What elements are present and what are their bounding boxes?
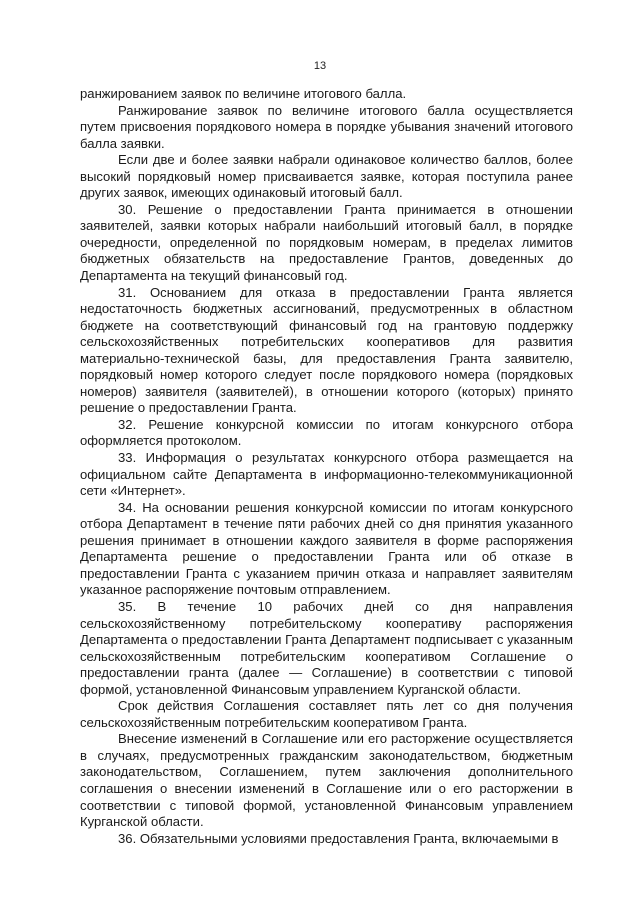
paragraph: Если две и более заявки набрали одинаковое количество баллов, более высокий порядковый номер присваивается заявке, которая поступила ранее других заявок, имеющих одинаковый итоговый балл. [80, 152, 573, 201]
paragraph: 36. Обязательными условиями предоставления Гранта, включаемыми в [118, 830, 559, 846]
paragraph: 30. Решение о предоставлении Гранта принимается в отношении заявителей, заявки которых набрали наибольший итоговый балл, в порядке очередности, определенной по порядковым номерам, в пределах лимитов бюджетных обязательств на предоставление Грантов, доведенных до Департамента на текущий финансовый год. [80, 201, 573, 284]
paragraph: Ранжирование заявок по величине итогового балла осуществляется путем присвоения порядкового номера в порядке убывания значений итогового балла заявки. [80, 102, 573, 151]
paragraph: 33. Информация о результатах конкурсного отбора размещается на официальном сайте Департамента в информационно-телекоммуникационной сети «Интернет». [80, 450, 573, 499]
paragraph: 32. Решение конкурсной комиссии по итогам конкурсного отбора оформляется протоколом. [80, 416, 573, 449]
page-number: 13 [313, 60, 327, 72]
paragraph: 31. Основанием для отказа в предоставлении Гранта является недостаточность бюджетных ассигнований, предусмотренных в областном бюджете на соответствующий финансовый год на грантовую поддержку сельскохозяйственных потребительских кооперативов для развития материально-технической базы, для предоставления Гранта заявителю, порядковый номер которого следует после порядкового номера (порядковых номеров) заявителя (заявителей), в отношении которого (которых) принято решение о предоставлении Гранта. [80, 284, 573, 416]
body-text [80, 86, 573, 847]
paragraph: ранжированием заявок по величине итогового балла. [80, 86, 407, 101]
paragraph: Срок действия Соглашения составляет пять лет со дня получения сельскохозяйственным потребительским кооперативом Гранта. [80, 698, 573, 730]
paragraph: 34. На основании решения конкурсной комиссии по итогам конкурсного отбора Департамент в течение пяти рабочих дней со дня принятия указанного решения принимает в отношении каждого заявителя в форме распоряжения Департамента решение о предоставлении Гранта или об отказе в предоставлении Гранта с указанием причин отказа и направляет заявителям указанное распоряжение почтовым отправлением. [80, 499, 573, 598]
paragraph: Внесение изменений в Соглашение или его расторжение осуществляется в случаях, предусмотренных гражданским законодательством, бюджетным законодательством, Соглашением, путем заключения дополнительного соглашения о внесении изменений в Соглашение или о его расторжении в соответствии с типовой формой, установленной Финансовым управлением Курганской области. [80, 731, 573, 830]
paragraph: 35. В течение 10 рабочих дней со дня направления сельскохозяйственному потребительскому кооперативу распоряжения Департамента о предоставлении Гранта Департамент подписывает с указанным сельскохозяйственным потребительским кооперативом Соглашение о предоставлении гранта (далее — Соглашение) в соответствии с типовой формой, установленной Финансовым управлением Курганской области. [80, 598, 573, 697]
